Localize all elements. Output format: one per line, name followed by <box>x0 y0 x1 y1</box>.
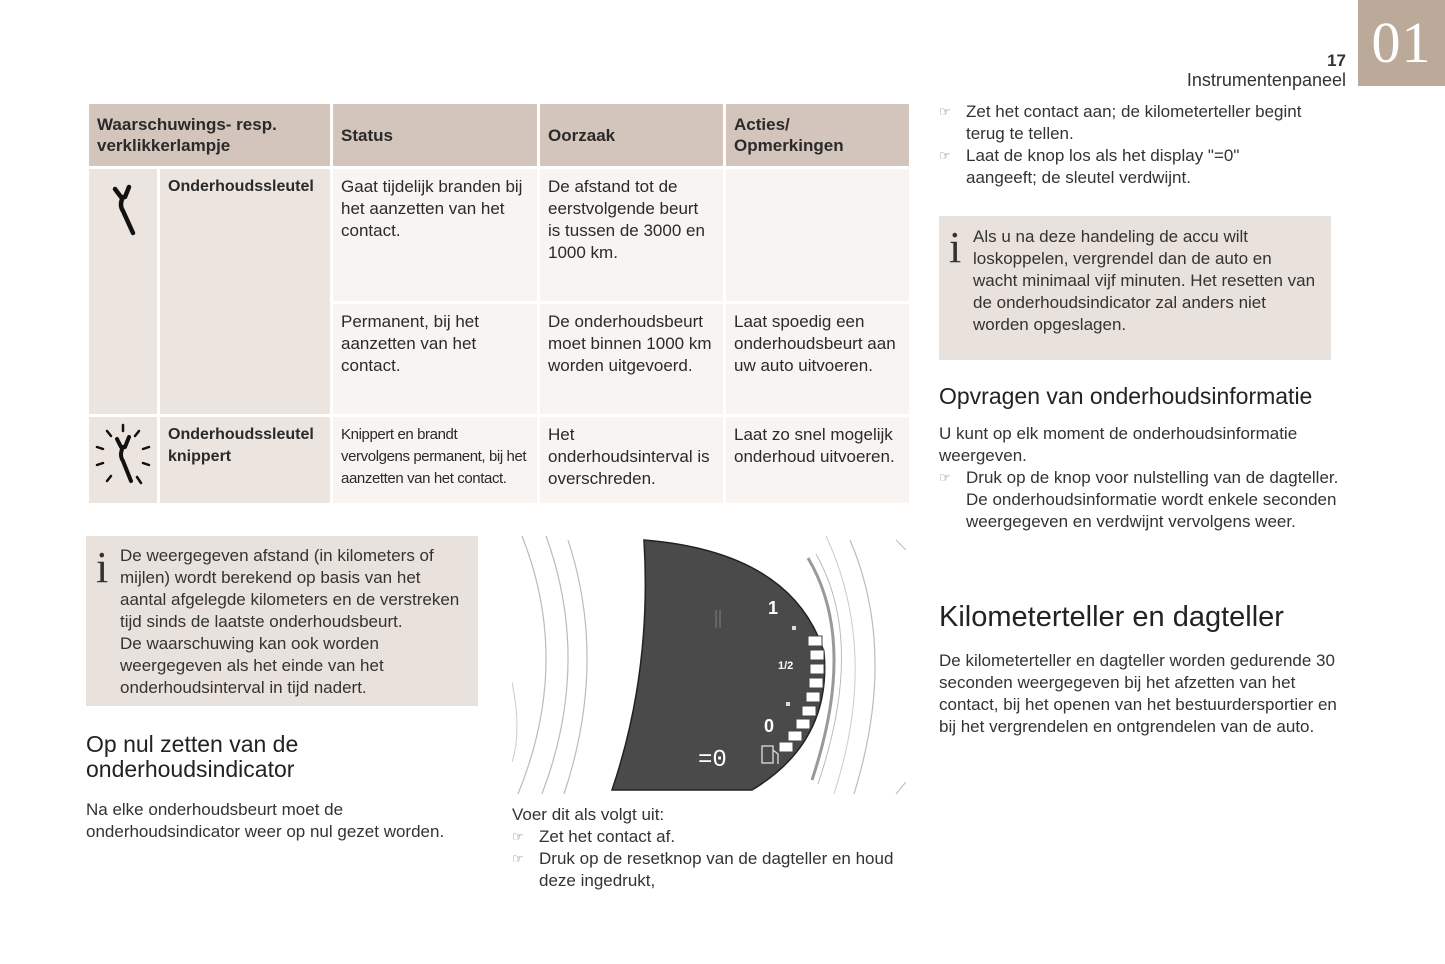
section-title: Instrumentenpaneel <box>1186 70 1346 90</box>
query-intro: U kunt op elk moment de onderhoudsinformatie weergeven. <box>939 424 1298 465</box>
wrench-icon <box>93 175 153 245</box>
list-item: ☞ Laat de knop los als het display "=0" aangeeft; de sleutel verdwijnt. <box>939 146 1240 187</box>
table-header-row <box>89 104 909 166</box>
reset-intro: Na elke onderhoudsbeurt moet de onderhoudsindicator weer op nul gezet worden. <box>86 800 445 841</box>
lamp-name: Onderhoudssleutel <box>160 169 330 414</box>
action-cell: Laat spoedig een onderhoudsbeurt aan uw auto uitvoeren. <box>726 304 909 414</box>
lamp-icon-cell <box>89 169 157 414</box>
list-item: ☞ Druk op de knop voor nulstelling van de dagteller. De onderhoudsinformatie wordt enkele seconden weergegeven en verdwijnt vervolgens weer. <box>939 468 1339 531</box>
table-row <box>89 169 909 301</box>
table-row <box>89 417 909 503</box>
action-cell <box>726 169 909 301</box>
lamp-name: Onderhoudssleutel knippert <box>160 417 330 503</box>
bullet-hand-icon: ☞ <box>939 104 951 119</box>
cause-cell: De afstand tot de eerstvolgende beurt is tussen de 3000 en 1000 km. <box>540 169 723 301</box>
status-cell: Knippert en brandt vervolgens permanent, bij het aanzetten van het contact. <box>333 417 537 503</box>
gauge-display: =0 <box>698 747 727 774</box>
query-steps-list <box>939 467 1339 533</box>
odometer-heading: Kilometerteller en dagteller <box>939 601 1284 633</box>
info-icon: i <box>96 543 109 592</box>
header-status: Status <box>333 104 537 166</box>
query-heading: Opvragen van onderhoudsinformatie <box>939 383 1313 409</box>
lamp-icon-cell <box>89 417 157 503</box>
list-item: ☞ Zet het contact aan; de kilometerteller begint terug te tellen. <box>939 102 1302 143</box>
info-box-battery <box>939 216 1331 360</box>
reset-steps-continued <box>939 101 1309 189</box>
cause-cell: De onderhoudsbeurt moet binnen 1000 km worden uitgevoerd. <box>540 304 723 414</box>
status-cell: Permanent, bij het aanzetten van het contact. <box>333 304 537 414</box>
info-icon: i <box>949 223 962 272</box>
header-actions: Acties/ Opmerkingen <box>726 104 909 166</box>
warning-lamp-table <box>86 101 912 506</box>
bullet-hand-icon: ☞ <box>939 148 951 163</box>
cause-cell: Het onderhoudsinterval is overschreden. <box>540 417 723 503</box>
info-text: Als u na deze handeling de accu wilt loskoppelen, vergrendel dan de auto en wacht minimaal vijf minuten. Het resetten van de onderhoudsindicator zal anders niet worden opgeslagen. <box>973 227 1316 334</box>
reset-steps-list <box>512 826 904 892</box>
reset-heading: Op nul zetten van de onderhoudsindicator <box>86 731 299 782</box>
status-cell: Gaat tijdelijk branden bij het aanzetten van het contact. <box>333 169 537 301</box>
instrument-gauge-illustration <box>512 532 906 798</box>
list-item: ☞ Zet het contact af. <box>512 827 676 846</box>
page-number: 17 <box>1327 51 1346 70</box>
flashing-wrench-icon <box>91 421 155 493</box>
header-cause: Oorzaak <box>540 104 723 166</box>
chapter-tab: 01 <box>1358 0 1445 86</box>
bullet-hand-icon: ☞ <box>512 851 524 866</box>
bullet-hand-icon: ☞ <box>939 470 951 485</box>
info-text: De weergegeven afstand (in kilometers of mijlen) wordt berekend op basis van het aantal afgelegde kilometers en de verstreken tijd sinds de laatste onderhoudsbeurt. De waarschuwing kan ook worden weergegeven als het einde van het onderhoudsinterval in tijd nadert. <box>120 546 460 697</box>
gauge-mark-half: 1/2 <box>778 660 794 672</box>
header-lamp: Waarschuwings- resp. verklikkerlampje <box>89 104 330 166</box>
bullet-hand-icon: ☞ <box>512 829 524 844</box>
odometer-text: De kilometerteller en dagteller worden gedurende 30 seconden weergegeven bij het afzetten van het contact, bij het openen van het bestuurdersportier en bij het vergrendelen en ontgrendelen van de auto. <box>939 651 1337 736</box>
gauge-mark-1: 1 <box>768 598 779 618</box>
steps-intro: Voer dit als volgt uit: <box>512 805 665 824</box>
action-cell: Laat zo snel mogelijk onderhoud uitvoeren. <box>726 417 909 503</box>
info-box-distance <box>86 536 478 706</box>
list-item: ☞ Druk op de resetknop van de dagteller en houd deze ingedrukt, <box>512 849 894 890</box>
gauge-mark-0: 0 <box>764 716 775 736</box>
